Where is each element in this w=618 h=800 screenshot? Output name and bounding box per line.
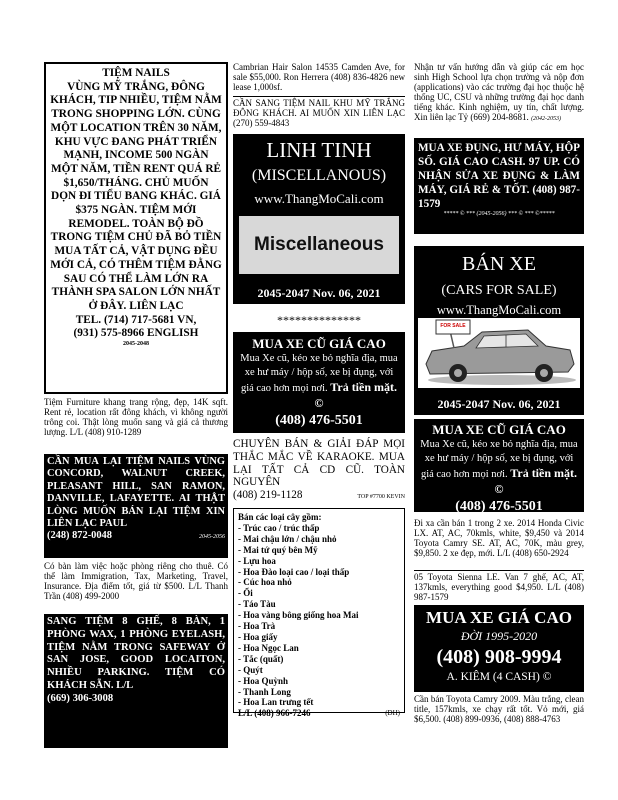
left-column bbox=[44, 62, 228, 748]
car-for-sale-image bbox=[418, 318, 580, 388]
right-column bbox=[414, 62, 584, 738]
furniture-ad: Tiệm Furniture khang trang rộng, đẹp, 14K sqft. Rent rẻ, location rất đông khách, vì không người trông coi. Thật lòng muốn sang và giá cả thương lượng. L/L (408) 910-1289 bbox=[44, 397, 228, 437]
college-advice-ad bbox=[414, 62, 584, 136]
nails-walnut-ad bbox=[44, 454, 228, 558]
nails-boxed-ad bbox=[44, 62, 228, 394]
toyota-sienna-ad: 05 Toyota Sienna LE. Van 7 ghế, AC, AT, 137kmls, everything good $4,950. L/L (408) 987-1579 bbox=[414, 572, 584, 602]
plants-ad-list: - Trúc cao / trúc thấp - Mai chậu lớn / chậu nhỏ - Mai tứ quý bên Mỹ - Lựu hoa - Hoa Đào loại cao / loại thấp - Cúc hoa nhỏ - Ổi - Táo Tàu - Hoa vàng bông giống hoa Mai - Hoa Trà - Hoa giấy - Hoa Ngọc Lan - Tắc (quất) - Quýt - Hoa Quỳnh - Thanh Long - Hoa Lan trưng tết bbox=[238, 522, 359, 708]
misc-section-issue: 2045-2047 Nov. 06, 2021 bbox=[257, 286, 381, 300]
sang-tiem-phone: (669) 306-3008 bbox=[47, 692, 114, 704]
plants-ad-code: (DH) bbox=[385, 709, 400, 718]
plants-ad-title: Bán các loại cây gồm: bbox=[238, 512, 322, 522]
mua-xe-cu-body-right bbox=[417, 438, 581, 498]
sang-tiem-ad-text: SANG TIỆM 8 GHẾ, 8 BÀN, 1 PHÒNG WAX, 1 PHÒNG EYELASH, TIỆM NẰM TRONG SAFEWAY Ở SAN JOSE, GOOD LOCAITON, NHIỀU PARKING. TIỆM CÓ KHÁCH SẴN. L/L bbox=[47, 616, 225, 691]
misc-section-subtitle: (MISCELLANOUS) bbox=[251, 167, 387, 184]
cars-section-title: BÁN XE bbox=[462, 253, 536, 275]
mua-xe-gia-cao-phone: (408) 908-9994 bbox=[436, 646, 562, 668]
mua-xe-cu-ad-right bbox=[414, 419, 584, 512]
plants-ad-contact: L/L (408) 966-7246 bbox=[238, 708, 311, 719]
mua-xe-dung-ad bbox=[414, 138, 584, 234]
divider-line bbox=[233, 96, 405, 97]
mua-xe-cu-title: MUA XE CŨ GIÁ CAO bbox=[252, 336, 386, 351]
mua-xe-gia-cao-title: MUA XE GIÁ CAO bbox=[426, 608, 572, 627]
middle-column bbox=[233, 62, 405, 719]
mua-xe-cu-text: Mua Xe cũ, kéo xe bỏ nghĩa địa, mua xe hư máy / hộp số, xe bị đụng, với giá cao hơn mọi nơi. bbox=[240, 353, 398, 394]
nails-ad-phone-vn: TEL. (714) 717-5681 VN, bbox=[75, 313, 197, 326]
sang-tiem-ad bbox=[44, 614, 228, 748]
nails-walnut-code: 2045-2056 bbox=[199, 534, 225, 541]
mua-xe-gia-cao-name: A. KIÊM (4 CASH) © bbox=[446, 671, 552, 683]
stars-divider: ************** bbox=[277, 313, 361, 327]
mua-xe-cu-phone-right: (408) 476-5501 bbox=[455, 499, 543, 514]
karaoke-code: TOP #7700 KEVIN bbox=[357, 494, 405, 501]
nails-ad-code: 2045-2048 bbox=[123, 341, 149, 348]
karaoke-ad-text: CHUYÊN BÁN & GIẢI ĐÁP MỌI THẮC MẮC VỀ KARAOKE. MUA LẠI TẤT CẢ CD CŨ. TOÀN NGUYÊN bbox=[233, 438, 405, 489]
misc-image-label: Miscellaneous bbox=[254, 234, 384, 255]
for-sale-sign-text: FOR SALE bbox=[440, 323, 466, 329]
hair-salon-ad: Cambrian Hair Salon 14535 Camden Ave, for sale $55,000. Ron Herrera (408) 836-4826 new lease 1,000sf. bbox=[233, 62, 405, 92]
mua-xe-cu-text-right: Mua Xe cũ, kéo xe bỏ nghĩa địa, mua xe hư máy / hộp số, xe bị đụng, với giá cao hơn mọi nơi. bbox=[420, 439, 578, 480]
karaoke-ad bbox=[233, 438, 405, 504]
mua-xe-cu-cash: Trả tiền mặt. © bbox=[314, 380, 398, 410]
mua-xe-cu-title-right: MUA XE CŨ GIÁ CAO bbox=[432, 422, 566, 437]
divider-line-right bbox=[414, 570, 584, 571]
cars-section-url: www.ThangMoCali.com bbox=[436, 303, 562, 317]
nails-ad-body: VÙNG MỸ TRẮNG, ĐÔNG KHÁCH, TIP NHIỀU, TIỆM NẰM TRONG SHOPPING LỚN. CÙNG MỘT LOCATION TRÊN 30 NĂM, KHU VỰC ĐANG PHÁT TRIỂN MẠNH, INCOME 500 NGÀN MỘT NĂM, TIỀN RENT QUÁ RẺ $1,650/THÁNG. CHỦ MUỐN DỌN ĐI TIỂU BANG KHÁC. GIÁ $375 NGÀN. TIỆM MỚI REMODEL. TOÀN BỘ ĐỒ TRONG TIỆM CHỦ ĐÃ BỎ TIỀN MUA TẤT CẢ, VẬT DỤNG ĐỀU MỚI CẢ, CÓ THÊM TIỆM ĐẰNG SAU CÓ THỂ LÀM LỚN RA THÀNH SPA SALON LỚN NHẤT Ở ĐÂY. LIÊN LẠC bbox=[50, 80, 222, 312]
college-advice-text: Nhận tư vấn hướng dẫn và giúp các em học sinh High School lựa chọn trường và nộp đơn (applications) vào các trường đại học thuộc hệ thống UC, CSU và những trường đại học danh tiếng khác. Kinh nghiệm, uy tín, chất lượng. Xin liên lạc Tỷ (669) 204-8681. bbox=[414, 62, 584, 122]
honda-civic-ad: Đi xa cần bán 1 trong 2 xe. 2014 Honda Civic LX. AT, AC, 70kmls, white, $9,450 và 2014 Toyota Camry SE. AT, AC, 70K, màu grey, $9,850. 2 xe đẹp, mới. L/L (408) 650-2924 bbox=[414, 518, 584, 558]
cars-section-issue: 2045-2047 Nov. 06, 2021 bbox=[437, 397, 561, 411]
mua-xe-dung-text: MUA XE ĐỤNG, HƯ MÁY, HỘP SỐ. GIÁ CAO CASH. 97 UP. CÓ NHẬN SỬA XE ĐỤNG & LÀM MÁY, GIÁ RẺ & TỐT. (408) 987-1579 bbox=[418, 142, 580, 210]
mua-xe-gia-cao-ad bbox=[414, 605, 584, 692]
cars-section-subtitle: (CARS FOR SALE) bbox=[441, 283, 557, 298]
mua-xe-dung-code: ***** © *** (2045-2056) *** © *** ©***** bbox=[443, 211, 555, 217]
college-advice-code: (2042-2053) bbox=[531, 116, 562, 122]
misc-section-header bbox=[233, 134, 405, 304]
mua-xe-cu-cash-right: Trả tiền mặt. © bbox=[494, 466, 578, 496]
misc-image bbox=[239, 216, 399, 274]
nails-ad-phone-en: (931) 575-8966 ENGLISH bbox=[73, 327, 199, 340]
nails-ad-title: TIỆM NAILS bbox=[102, 67, 170, 79]
mua-xe-cu-body bbox=[237, 352, 401, 412]
nails-walnut-phone: (248) 872-0048 bbox=[47, 530, 112, 542]
office-rent-ad: Có bàn làm việc hoặc phòng riêng cho thuê. Có thể làm Immigration, Tax, Marketing, Travel, Insurance. Địa điểm tốt, giá từ $500. L/L Thanh Trần (408) 499-2000 bbox=[44, 561, 228, 601]
plants-ad bbox=[233, 508, 405, 719]
mua-xe-gia-cao-years: ĐỜI 1995-2020 bbox=[460, 629, 538, 643]
misc-section-title: LINH TINH bbox=[266, 138, 372, 162]
karaoke-phone: (408) 219-1128 bbox=[233, 489, 303, 502]
can-sang-nail-ad: CẦN SANG TIỆM NAIL KHU MỸ TRẮNG ĐÔNG KHÁCH. AI MUỐN XIN LIÊN LẠC (270) 559-4843 bbox=[233, 98, 405, 128]
misc-section-url: www.ThangMoCali.com bbox=[254, 191, 384, 206]
mua-xe-cu-ad-middle bbox=[233, 332, 405, 433]
cars-section-header bbox=[414, 246, 584, 415]
mua-xe-cu-phone: (408) 476-5501 bbox=[275, 413, 363, 428]
toyota-camry-ad: Cần bán Toyota Camry 2009. Màu trắng, clean title, 157kmls, xe chạy rất tốt. Vỏ mới, giá $6,500. (408) 899-0936, (408) 888-4763 bbox=[414, 694, 584, 724]
nails-walnut-ad-text: CẦN MUA LẠI TIỆM NAILS VÙNG CONCORD, WALNUT CREEK, PLEASANT HILL, SAN RAMON, DANVILLE, LAFAYETTE. AI THẬT LÒNG MUỐN BÁN LẠI TIỆM XIN LIÊN LẠC PAUL bbox=[47, 456, 225, 530]
